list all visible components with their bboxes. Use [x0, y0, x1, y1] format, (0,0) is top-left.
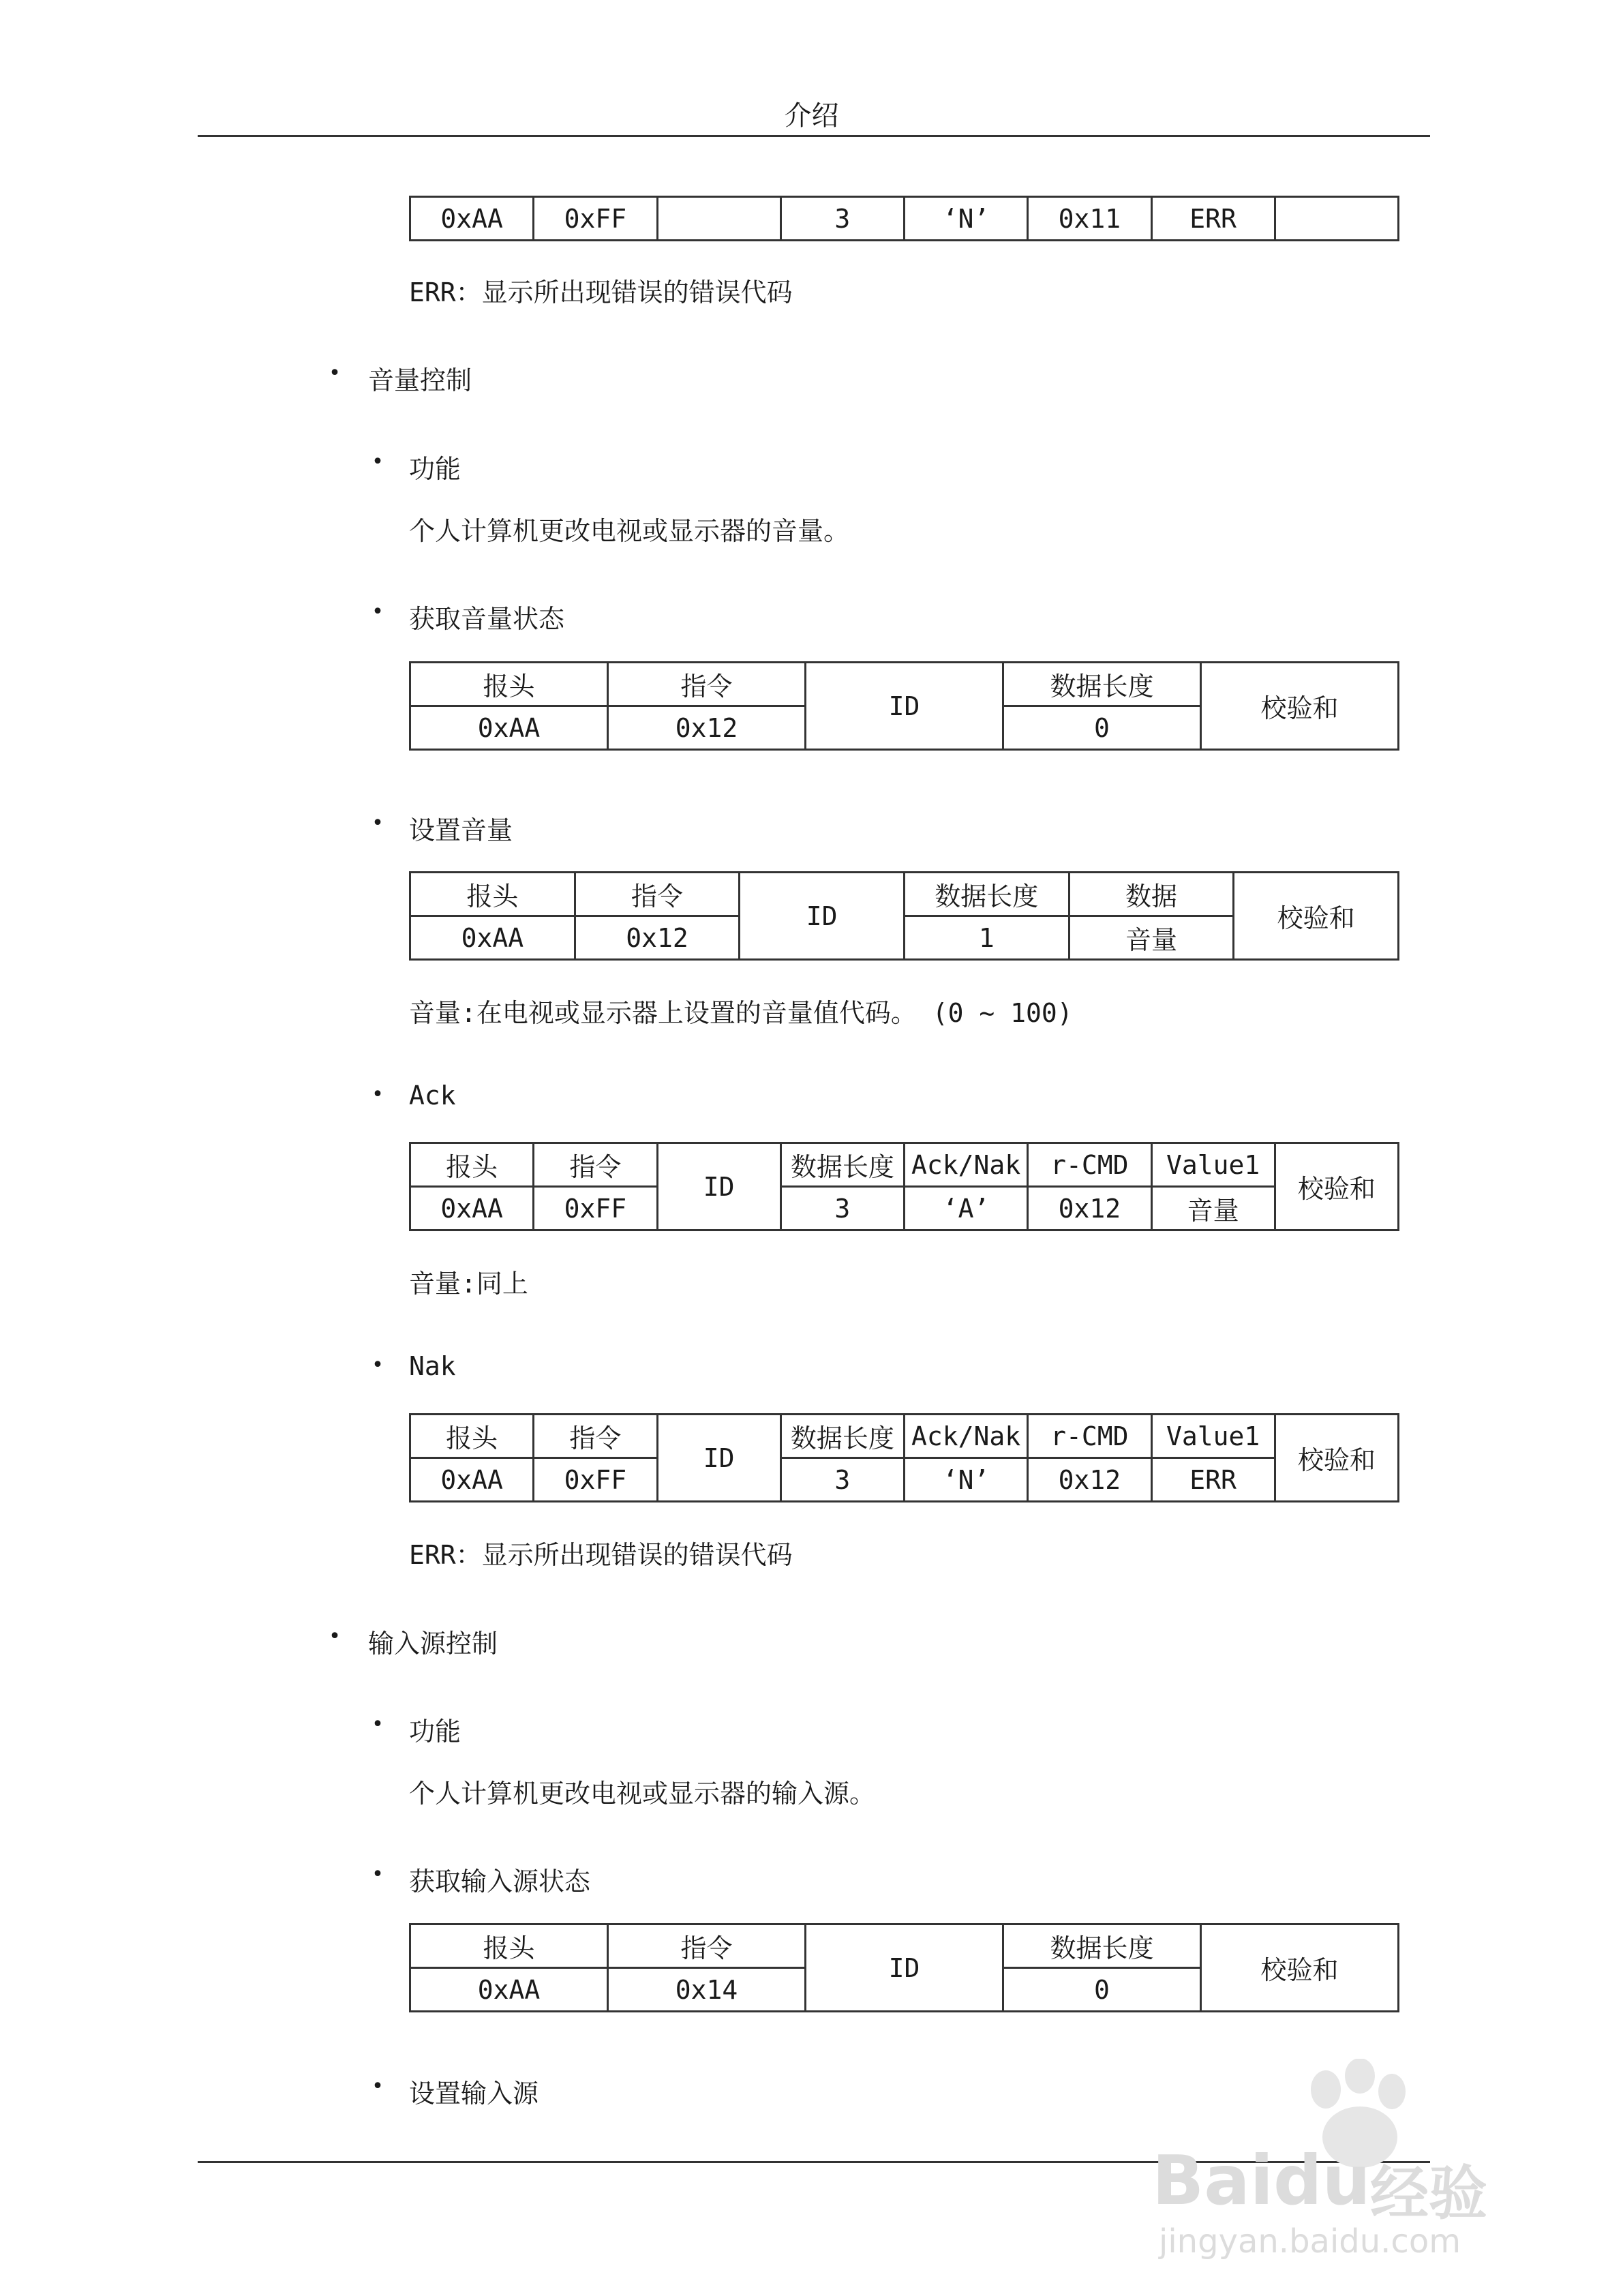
table-row [410, 873, 1399, 916]
table-header-cell: 指令 [608, 1924, 806, 1968]
table-header-cell: 报头 [410, 873, 575, 916]
table-cell: 3 [780, 197, 904, 241]
bullet-icon: • [371, 1712, 384, 1736]
input-set-label: 设置输入源 [409, 2079, 539, 2109]
table-cell: 0x12 [575, 916, 740, 960]
table-header-cell: r-CMD [1028, 1143, 1151, 1187]
table-header-cell: r-CMD [1028, 1415, 1151, 1458]
bullet-icon: • [329, 361, 342, 385]
table-cell: 0xFF [534, 1458, 657, 1502]
table-header-cell: 指令 [534, 1143, 657, 1187]
input-func-desc: 个人计算机更改电视或显示器的输入源。 [409, 1779, 876, 1809]
section-heading-volume: 音量控制 [368, 365, 472, 395]
volume-get-label: 获取音量状态 [409, 604, 565, 634]
table-header-cell: 数据长度 [780, 1415, 904, 1458]
table-header-cell: Ack/Nak [905, 1143, 1028, 1187]
table-row [410, 1187, 1399, 1230]
table-cell: ‘N’ [905, 197, 1028, 241]
page-title: 介绍 [784, 100, 839, 132]
table-row [410, 1143, 1399, 1187]
volume-nak-note: ERR：显示所出现错误的错误代码 [409, 1540, 793, 1570]
table-row [410, 1458, 1399, 1502]
input-get-label: 获取输入源状态 [409, 1867, 591, 1897]
table-cell: ERR [1151, 1458, 1275, 1502]
volume-set-note: 音量:在电视或显示器上设置的音量值代码。 (0 ~ 100) [409, 998, 1073, 1028]
watermark-suffix: 经验 [1370, 2160, 1487, 2228]
table-cell: 1 [904, 916, 1069, 960]
table-header-cell: 数据长度 [780, 1143, 904, 1187]
table-header-cell: 报头 [410, 663, 608, 706]
table-cell: 0xFF [534, 197, 657, 241]
bullet-icon: • [371, 1083, 384, 1106]
table-row [410, 1924, 1399, 1968]
table-cell: 3 [780, 1187, 904, 1230]
section-heading-input: 输入源控制 [368, 1629, 498, 1659]
bullet-icon: • [371, 1353, 384, 1377]
table-header-cell: 校验和 [1234, 873, 1399, 960]
bullet-icon: • [329, 1625, 342, 1648]
table-header-cell: 数据长度 [904, 873, 1069, 916]
table-header-cell: ID [806, 663, 1003, 750]
table-cell: 0x12 [1028, 1187, 1151, 1230]
table-header-cell: 报头 [410, 1924, 608, 1968]
table-header-cell: ID [740, 873, 905, 960]
table-cell: 0xAA [410, 197, 534, 241]
watermark-url: jingyan.baidu.com [1159, 2222, 1461, 2261]
bullet-icon: • [371, 2074, 384, 2098]
table-header-cell: Ack/Nak [905, 1415, 1028, 1458]
table-row [410, 197, 1399, 241]
baidu-jingyan-watermark [1152, 2059, 1541, 2263]
table-cell: ERR [1151, 197, 1275, 241]
table-cell [657, 197, 780, 241]
table-header-cell: ID [657, 1415, 780, 1502]
table-cell: ‘N’ [905, 1458, 1028, 1502]
table-cell: 0xAA [410, 706, 608, 750]
table-header-cell: 数据 [1069, 873, 1234, 916]
header-rule [198, 135, 1430, 137]
table-cell: 0 [1003, 1968, 1201, 2012]
table-header-cell: ID [657, 1143, 780, 1230]
table-header-cell: 数据长度 [1003, 1924, 1201, 1968]
err-continuation-table [409, 196, 1399, 241]
table-cell: ‘A’ [905, 1187, 1028, 1230]
volume-nak-table [409, 1413, 1399, 1502]
volume-set-table [409, 871, 1399, 961]
bullet-icon: • [371, 1862, 384, 1886]
table-cell: 0x12 [608, 706, 806, 750]
table-cell: 0x12 [1028, 1458, 1151, 1502]
volume-get-table [409, 661, 1399, 751]
table-header-cell: 校验和 [1275, 1143, 1398, 1230]
table-header-cell: 指令 [534, 1415, 657, 1458]
table-cell: 3 [780, 1458, 904, 1502]
table-header-cell: 指令 [575, 873, 740, 916]
table-header-cell: 校验和 [1201, 1924, 1399, 2012]
volume-func-desc: 个人计算机更改电视或显示器的音量。 [409, 516, 850, 546]
table-header-cell: Value1 [1151, 1415, 1275, 1458]
table-row [410, 1415, 1399, 1458]
volume-func-label: 功能 [409, 454, 461, 484]
bullet-icon: • [371, 811, 384, 835]
table-header-cell: 报头 [410, 1415, 534, 1458]
table-cell: 0xAA [410, 1458, 534, 1502]
table-cell: 音量 [1069, 916, 1234, 960]
table-cell: 音量 [1151, 1187, 1275, 1230]
table-cell: 0xAA [410, 916, 575, 960]
table-header-cell: 校验和 [1201, 663, 1399, 750]
table-header-cell: Value1 [1151, 1143, 1275, 1187]
table-header-cell: 数据长度 [1003, 663, 1201, 706]
volume-set-label: 设置音量 [409, 815, 513, 845]
table-header-cell: 校验和 [1275, 1415, 1398, 1502]
volume-ack-table [409, 1142, 1399, 1231]
volume-nak-label: Nak [409, 1351, 456, 1381]
table-cell [1275, 197, 1398, 241]
table-header-cell: 指令 [608, 663, 806, 706]
watermark-brand: Baidu [1152, 2141, 1371, 2220]
table-cell: 0x11 [1028, 197, 1151, 241]
table-header-cell: ID [806, 1924, 1003, 2012]
table-cell: 0x14 [608, 1968, 806, 2012]
table-cell: 0 [1003, 706, 1201, 750]
input-func-label: 功能 [409, 1717, 461, 1747]
volume-ack-label: Ack [409, 1081, 456, 1111]
table-cell: 0xAA [410, 1187, 534, 1230]
table-cell: 0xAA [410, 1968, 608, 2012]
err-note: ERR：显示所出现错误的错误代码 [409, 277, 793, 307]
bullet-icon: • [371, 450, 384, 474]
table-row [410, 663, 1399, 706]
input-get-table [409, 1923, 1399, 2012]
table-header-cell: 报头 [410, 1143, 534, 1187]
volume-ack-note: 音量:同上 [409, 1269, 528, 1299]
table-cell: 0xFF [534, 1187, 657, 1230]
bullet-icon: • [371, 600, 384, 624]
